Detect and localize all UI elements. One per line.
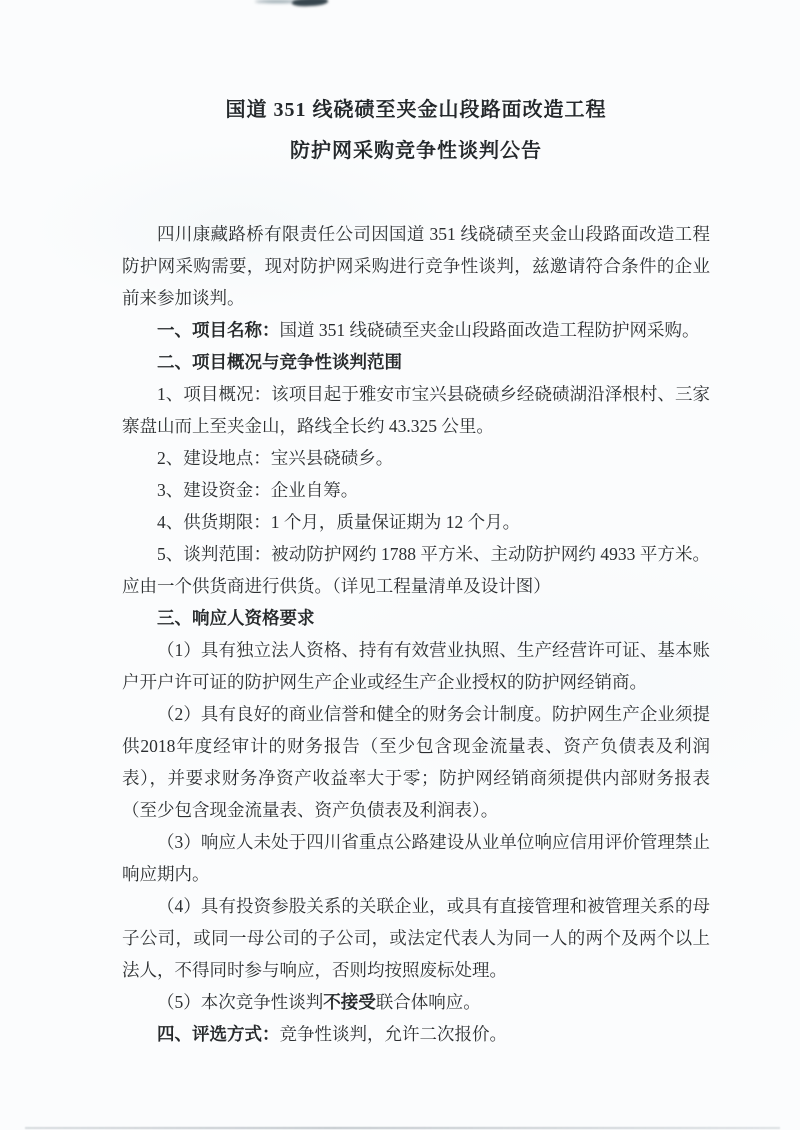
section-2-item-overview: 1、项目概况：该项目起于雅安市宝兴县硗碛乡经硗碛湖沿泽根村、三家寨盘山而上至夹金山，路线全长约 43.325 公里。	[122, 384, 710, 436]
section-3-item-5-suffix: 联合体响应。	[375, 992, 481, 1012]
intro-paragraph	[122, 218, 710, 314]
section-4-label: 四、评选方式：	[157, 1024, 280, 1044]
section-1-line	[122, 314, 710, 346]
section-3-heading: 三、响应人资格要求	[157, 608, 315, 628]
section-2-item-scope: 5、谈判范围：被动防护网约 1788 平方米、主动防护网约 4933 平方米。应由一个供货商进行供货。（详见工程量清单及设计图）	[122, 544, 710, 596]
section-4-text: 竞争性谈判，允许二次报价。	[279, 1024, 507, 1044]
section-3-item-2: （2）具有良好的商业信誉和健全的财务会计制度。防护网生产企业须提供2018年度经审计的财务报告（至少包含现金流量表、资产负债表及利润表），并要求财务净资产收益率大于零；防护网经销商须提供内部财务报表（至少包含现金流量表、资产负债表及利润表）。	[122, 704, 710, 820]
section-1-text: 国道 351 线硗碛至夹金山段路面改造工程防护网采购。	[279, 320, 700, 340]
section-2-item-delivery-period: 4、供货期限：1 个月，质量保证期为 12 个月。	[157, 512, 521, 532]
scan-artifact-mark	[292, 0, 328, 7]
document-title-line-1: 国道 351 线硗碛至夹金山段路面改造工程	[225, 99, 607, 121]
section-4-line	[122, 1018, 710, 1050]
intro-text: 四川康藏路桥有限责任公司因国道 351 线硗碛至夹金山段路面改造工程防护网采购需要，现对防护网采购进行竞争性谈判，兹邀请符合条件的企业前来参加谈判。	[122, 224, 710, 308]
section-1-label: 一、项目名称：	[157, 320, 280, 340]
section-3-item-5-bold: 不接受	[323, 992, 376, 1012]
section-3-item-5-prefix: （5）本次竞争性谈判	[157, 992, 324, 1012]
section-3-item-3: （3）响应人未处于四川省重点公路建设从业单位响应信用评价管理禁止响应期内。	[122, 832, 710, 884]
section-3-item-4: （4）具有投资参股关系的关联企业，或具有直接管理和被管理关系的母子公司，或同一母公司的子公司，或法定代表人为同一人的两个及两个以上法人，不得同时参与响应，否则均按照废标处理。	[122, 896, 710, 980]
section-2-item-location: 2、建设地点：宝兴县硗碛乡。	[157, 448, 394, 468]
document-title	[122, 90, 710, 172]
section-2-heading: 二、项目概况与竞争性谈判范围	[157, 352, 402, 372]
scan-bottom-edge-line	[25, 1127, 780, 1129]
section-3-item-1: （1）具有独立法人资格、持有有效营业执照、生产经营许可证、基本账户开户许可证的防护网生产企业或经生产企业授权的防护网经销商。	[122, 640, 710, 692]
section-2-item-funding: 3、建设资金：企业自筹。	[157, 480, 359, 500]
document-title-line-2: 防护网采购竞争性谈判公告	[290, 140, 542, 162]
section-3-item-5	[122, 986, 710, 1018]
document-body	[122, 218, 710, 1050]
